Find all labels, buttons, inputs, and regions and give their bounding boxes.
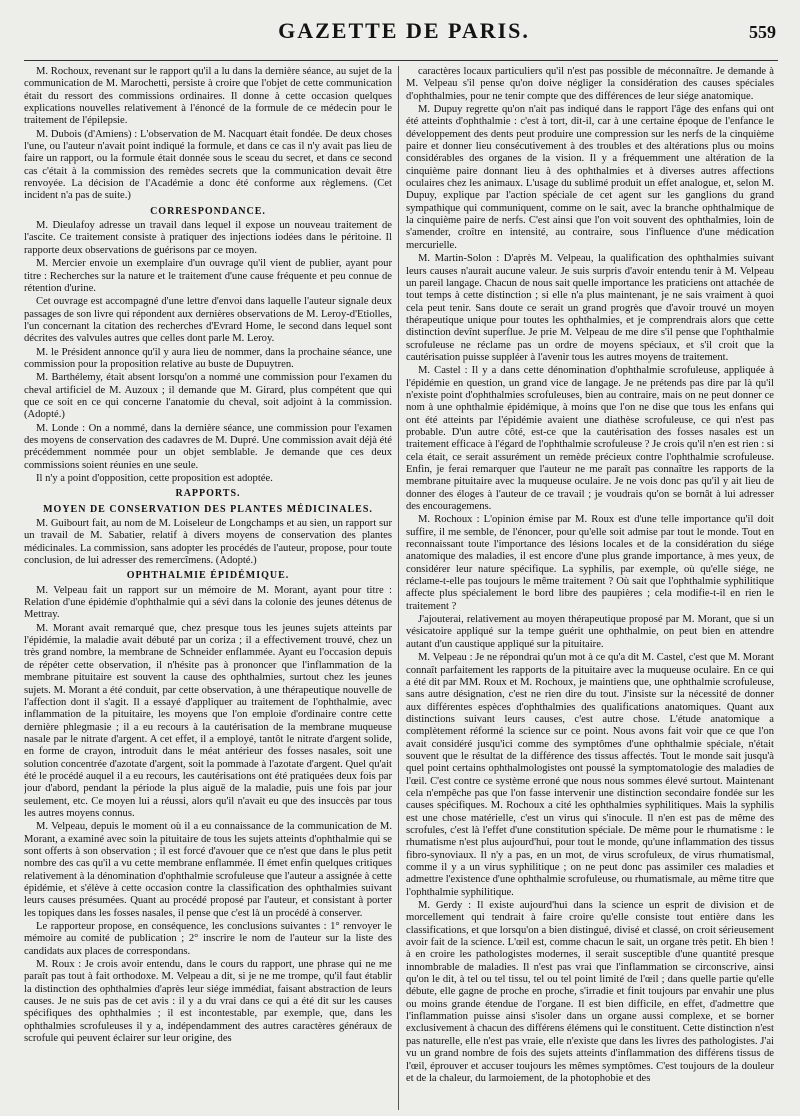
paragraph: caractères locaux particuliers qu'il n'est pas possible de méconnaître. Je demande à M. Velpeau s'il pense qu'on doive négliger la considération des causes spéciales d'ophthalmies, pour ne tenir compte que des différences de leur siége anatomique.	[406, 66, 774, 102]
paragraph: Cet ouvrage est accompagné d'une lettre d'envoi dans laquelle l'auteur signale deux passages de son livre qui répondent aux dernières observations de M. Leroy-d'Etiolles, l'un concernant la citation des recherches d'Evrard Home, le second dans lequel sont décrites des valvules autres que celles dont parle M. Leroy.	[24, 296, 392, 345]
paragraph: M. Barthélemy, était absent lorsqu'on a nommé une commission pour l'examen du cheval artificiel de M. Auzoux ; il demande que M. Girard, plus compétent que qui que ce soit en ce qui concerne l'anatomie du cheval, soit adjoint à la commission. (Adopté.)	[24, 372, 392, 421]
right-column	[406, 66, 774, 1110]
section-heading: RAPPORTS.	[175, 488, 241, 500]
column-divider	[398, 66, 399, 1110]
paragraph: M. Londe : On a nommé, dans la dernière séance, une commission pour l'examen des moyens de conservation des cadavres de M. Dupré. Une commission avait déjà été précédemment nommée pour un objet semblable. Je demande que ces deux commissions soient réunies en une seule.	[24, 422, 392, 471]
paragraph: M. Morant avait remarqué que, chez presque tous les jeunes sujets atteints par l'épidémie, la maladie avait débuté par un coriza ; il a effectivement trouvé, chez un très grand nombre, la membrane de Schneider enflammée. Ayant eu l'occasion depuis de répéter cette observation, il n'hésite pas à prononcer que l'inflammation de la membrane pituitaire est souvent la cause des ophthalmies, surtout chez les jeunes sujets. M. Morant a été conduit, par cette observation, à une thérapeutique nouvelle de l'affection dont il s'agit. Il a essayé d'appliquer au traitement de l'ophthalmie, avec inflammation de la pituitaire, les moyens que l'on emploie d'ordinaire contre cette dernière phlegmasie ; il a eu recours à la cautérisation de la membrane muqueuse nasale par le nitrate d'argent. A cet effet, il a employé, tantôt le nitrate d'argent solide, en forme de crayon, introduit dans le méat antérieur des fosses nasales, soit une solution concentrée d'azotate d'argent, soit la pommade à l'azotate d'argent. Quel qu'ait été le procédé auquel il a eu recours, les cautérisations ont été pratiquées deux fois par jour d'abord, pendant la période la plus aiguë de la maladie, puis une fois par jour seulement, etc. Ce moyen lui a réussi, alors qu'il n'avait eu que des insuccès par tous les autres moyens connus.	[24, 622, 392, 819]
paragraph: M. Dubois (d'Amiens) : L'observation de M. Nacquart était fondée. De deux choses l'une, ou l'auteur n'avait point indiqué la formule, et dans ce cas il n'y avait pas lieu de faire un rapport, ou la formule était donnée sous le sceau du secret, et dans ce second cas c'était à la commission des remèdes secrets que la communication devait être renvoyée. La décision de l'Académie a donc été conforme aux règlemens. (Cet incident n'a pas de suite.)	[24, 128, 392, 202]
paragraph: J'ajouterai, relativement au moyen thérapeutique proposé par M. Morant, que si un vésicatoire appliqué sur la tempe guérit une ophthalmie, on peut bien en attendre autant d'un caustique appliqué sur la pituitaire.	[406, 614, 774, 650]
paragraph: M. Velpeau, depuis le moment où il a eu connaissance de la communication de M. Morant, a examiné avec soin la pituitaire de tous les sujets atteints d'ophthalmie qui se sont offerts à son observation ; il est forcé d'avouer que ce n'est que dans le plus petit nombre des cas qu'il a vu cette membrane enflammée. Il émet enfin quelques critiques relativement à la dénomination d'ophthalmie scrofuleuse que l'auteur a assignée à cette épidémie, et s'élève à cette occasion contre la classification des ophthalmies suivant leurs causes présumées. Quant au procédé proposé par l'auteur, et consistant à porter les topiques dans les fosses nasales, il pense que c'est là un procédé à conserver.	[24, 821, 392, 919]
paragraph: Il n'y a point d'opposition, cette proposition est adoptée.	[36, 473, 273, 484]
masthead: GAZETTE DE PARIS.	[278, 18, 530, 43]
paragraph: M. Dupuy regrette qu'on n'ait pas indiqué dans le rapport l'âge des enfans qui ont été atteints d'ophthalmie : c'est à tort, dit-il, car à une certaine époque de l'enfance le développement des dents peut produire une compression sur les nerfs de la cinquième paire et donner lieu consécutivement à des troubles et des altérations plus ou moins considérables des organes de la vision. Il y a fréquemment une altération de la cinquième paire donnant lieu à des ophthalmies et à diverses autres affections oculaires chez les animaux. L'usage du sublimé produit un effet analogue, et, selon M. Dupuy, explique par l'action spéciale de cet agent sur les ganglions du grand sympathique qui communiquent, comme on le sait, avec la branche ophthalmique de la cinquième paire de nerfs. C'est ainsi que l'on voit souvent des ophthalmies, loin de s'amender, croître en intensité, au contraire, sous l'influence d'une médication mercurielle.	[406, 104, 774, 251]
paragraph: M. Velpeau : Je ne répondrai qu'un mot à ce qu'a dit M. Castel, c'est que M. Morant connaît parfaitement les rapports de la pituitaire avec la muqueuse oculaire. En ce qui a été dit par MM. Roux et M. Rochoux, je maintiens que, une ophthalmie scrofuleuse, sans autre désignation, c'est ne rien dire du tout. J'insiste sur la nécessité de donner aux différentes espèces d'ophthalmies des qualifications anatomiques. Quant aux distinctions suivant leurs causes, c'est autre chose. L'étude anatomique a complètement réformé la science sur ce point. Nous avons fait voir que ce que l'on avait considéré jusqu'ici comme des symptômes d'une ophthalmie spéciale, n'était souvent que le résultat de la différence des tissus affectés. Tout le monde sait jusqu'à quel point certains ophthalmologistes ont poussé la symptomatologie des maladies de l'œil. C'est contre ce système erroné que nous nous sommes élevé surtout. Maintenant cela n'empêche pas que l'on fasse intervenir une distinction secondaire fondée sur les causes spécifiques. M. Rochoux a cité les ophthalmies syphilitiques. Mais la syphilis est une chose matérielle, c'est un virus qui s'inocule. Il n'en est pas de même des scrofules, c'est là l'effet d'une constitution spéciale. De même pour le rhumatisme : le rhumatisme n'est plus aujourd'hui, pour tout le monde, qu'une inflammation des tissus fibro-synoviaux. Il n'y a pas, en un mot, de virus scrofuleux, de virus rhumatismal, comme il y a un virus syphilitique ; on ne peut donc pas assimiler ces maladies et admettre l'existence d'une ophthalmie scrofuleuse, ou rhumatismale, au même titre que l'ophthalmie syphilitique.	[406, 652, 774, 898]
paragraph: M. Mercier envoie un exemplaire d'un ouvrage qu'il vient de publier, ayant pour titre : Recherches sur la nature et le traitement d'une cause fréquente et peu connue de rétention d'urine.	[24, 258, 392, 294]
paragraph: M. le Président annonce qu'il y aura lieu de nommer, dans la prochaine séance, une commission pour la proposition relative au buste de Dupuytren.	[24, 346, 392, 370]
section-heading: CORRESPONDANCE.	[150, 205, 266, 217]
paragraph: M. Gerdy : Il existe aujourd'hui dans la science un esprit de division et de morcellement qui tendrait à faire croire qu'elle consiste tout entière dans les classifications, et que lorsqu'on a bien distingué, divisé et classé, on croit sérieusement avoir fait de la science. L'œil est, comme chacun le sait, un organe très petit. Eh bien ! à en croire les pathologistes modernes, il serait susceptible d'une quantité presque innombrable de maladies. Il n'est pas vrai que l'inflammation se circonscrive, ainsi qu'on le dit, à tel ou tel tissu, tel ou tel point limité de l'œil ; dans quelle partie qu'elle débute, elle gagne de proche en proche, s'irradie et finit toujours par envahir une plus ou moins grande étendue de l'organe. Il est bien difficile, en effet, d'admettre que l'inflammation puisse ainsi s'isoler dans un organe aussi complexe, et se borner exclusivement à chacun des différens élémens qui le constituent. Cette distinction n'est pas naturelle, elle n'est pas vraie, elle n'existe que dans les livres des pathologistes. J'ai vu un grand nombre de fois des sujets atteints d'inflammation des différens tissus de l'œil, éprouver et accuser toujours les mêmes symptômes. C'est toujours de la douleur et de la chaleur, du larmoiement, de la photophobie et des	[406, 900, 774, 1084]
paragraph: Le rapporteur propose, en conséquence, les conclusions suivantes : 1° renvoyer le mémoire au comité de publication ; 2° inscrire le nom de l'auteur sur la liste des candidats aux places de correspondans.	[24, 921, 392, 957]
section-heading: OPHTHALMIE ÉPIDÉMIQUE.	[126, 570, 290, 582]
paragraph: M. Velpeau fait un rapport sur un mémoire de M. Morant, ayant pour titre : Relation d'une épidémie d'ophthalmie qui a sévi dans la colonie des jeunes détenus de Mettray.	[24, 584, 392, 621]
page-header	[0, 18, 800, 50]
paragraph: M. Guibourt fait, au nom de M. Loiseleur de Longchamps et au sien, un rapport sur un travail de M. Sabatier, relatif à divers moyens de conservation des plantes médicinales. La commission, sans adopter les procédés de l'auteur, propose, pour toute conclusion, de lui adresser des remercîmens. (Adopté.)	[24, 518, 392, 567]
paragraph: M. Rochoux : L'opinion émise par M. Roux est d'une telle importance qu'il doit suffire, il me semble, de l'énoncer, pour qu'elle soit admise par tout le monde. Tout en reconnaissant toute l'importance des lésions locales et de la considération du siége anatomique des maladies, il est encore d'une plus grande importance, à mes yeux, de considérer leur nature spécifique. La syphilis, par exemple, où qu'elle siége, ne réclame-t-elle pas toujours le même traitement ? Où sait que l'ophthalmie syphilitique affecte plus spécialement le bord libre des paupières ; cela modifie-t-il en rien le traitement ?	[406, 514, 774, 612]
paragraph: M. Roux : Je crois avoir entendu, dans le cours du rapport, une phrase qui ne me paraît pas tout à fait orthodoxe. M. Velpeau a dit, si je ne me trompe, qu'il faut établir la distinction des ophthalmies d'après leur siége immédiat, faisant abstraction de leurs causes. Je ne suis pas de cet avis : il y a du vrai dans ce qui a été dit sur les causes spécifiques des ophthalmies ; il est incontestable, par exemple, que, dans les ophthalmies scrofuleuses il y a, indépendamment des autres caractères généraux de scrofule qui peuvent éclairer sur leur origine, des	[24, 959, 392, 1045]
paragraph: M. Martin-Solon : D'après M. Velpeau, la qualification des ophthalmies suivant leurs causes n'aurait aucune valeur. Je suis surpris d'avoir entendu tenir à M. Velpeau un pareil langage. Chacun de nous sait quelle importance les praticiens ont attachée de tout temps à cette distinction ; si elle n'a plus maintenant, je ne sais vraiment à quoi cela peut tenir. Sans doute ce serait un grand progrès que d'avoir trouvé un moyen thérapeutique unique pour toutes les ophthalmies, et je comprendrais alors que cette distinction devînt superflue. Je prie M. Velpeau de me dire s'il pense que l'ophthalmie scrofuleuse ne réclame pas un ordre de moyens spéciaux, et s'il croit que la cautérisation puisse suppléer à l'avenir tous les autres moyens de traitement.	[406, 253, 774, 363]
page-number: 559	[749, 22, 776, 42]
paragraph: M. Rochoux, revenant sur le rapport qu'il a lu dans la dernière séance, au sujet de la communication de M. Marochetti, persiste à croire que l'objet de cette communication était du ressort des commissions ordinaires. Il donne à cette occasion quelques explications nouvelles relativement à l'énoncé de la formule de ce médecin pour le traitement de l'épilepsie.	[24, 66, 392, 127]
header-rule	[24, 60, 778, 61]
left-column	[24, 66, 392, 1110]
paragraph: M. Dieulafoy adresse un travail dans lequel il expose un nouveau traitement de l'ascite. Ce traitement consiste à pratiquer des injections iodées dans le péritoine. Il rapporte deux observations de guérisons par ce moyen.	[24, 220, 392, 256]
paragraph: M. Castel : Il y a dans cette dénomination d'ophthalmie scrofuleuse, appliquée à l'épidémie en question, un grand vice de langage. Je ne prétends pas dire par là qu'il n'existe point d'ophthalmies scrofuleuses, bien au contraire, mais on ne peut donner ce nom à une ophthalmie épidémique, à moins que l'on ne dise que tous les enfans qui ont été atteints par l'épidémie avaient une diathèse scrofuleuse, ce qui n'est pas probable. D'un autre côté, est-ce que la cautérisation des fosses nasales est un traitement efficace à l'égard de l'ophthalmie scrofuleuse ? Je crois qu'il n'en est rien : si cela était, ce serait assurément un remède précieux contre l'ophthalmie scrofuleuse. Enfin, je ferai remarquer que l'auteur ne me paraît pas connaître les rapports de la membrane pituitaire avec la muqueuse oculaire. Je ne vois donc pas qu'il y ait lieu de donner des éloges à l'auteur de ce travail ; je voudrais qu'on se bornât à lui adresser des encouragemens.	[406, 365, 774, 513]
section-heading: MOYEN DE CONSERVATION DES PLANTES MÉDICINALES.	[43, 503, 373, 515]
